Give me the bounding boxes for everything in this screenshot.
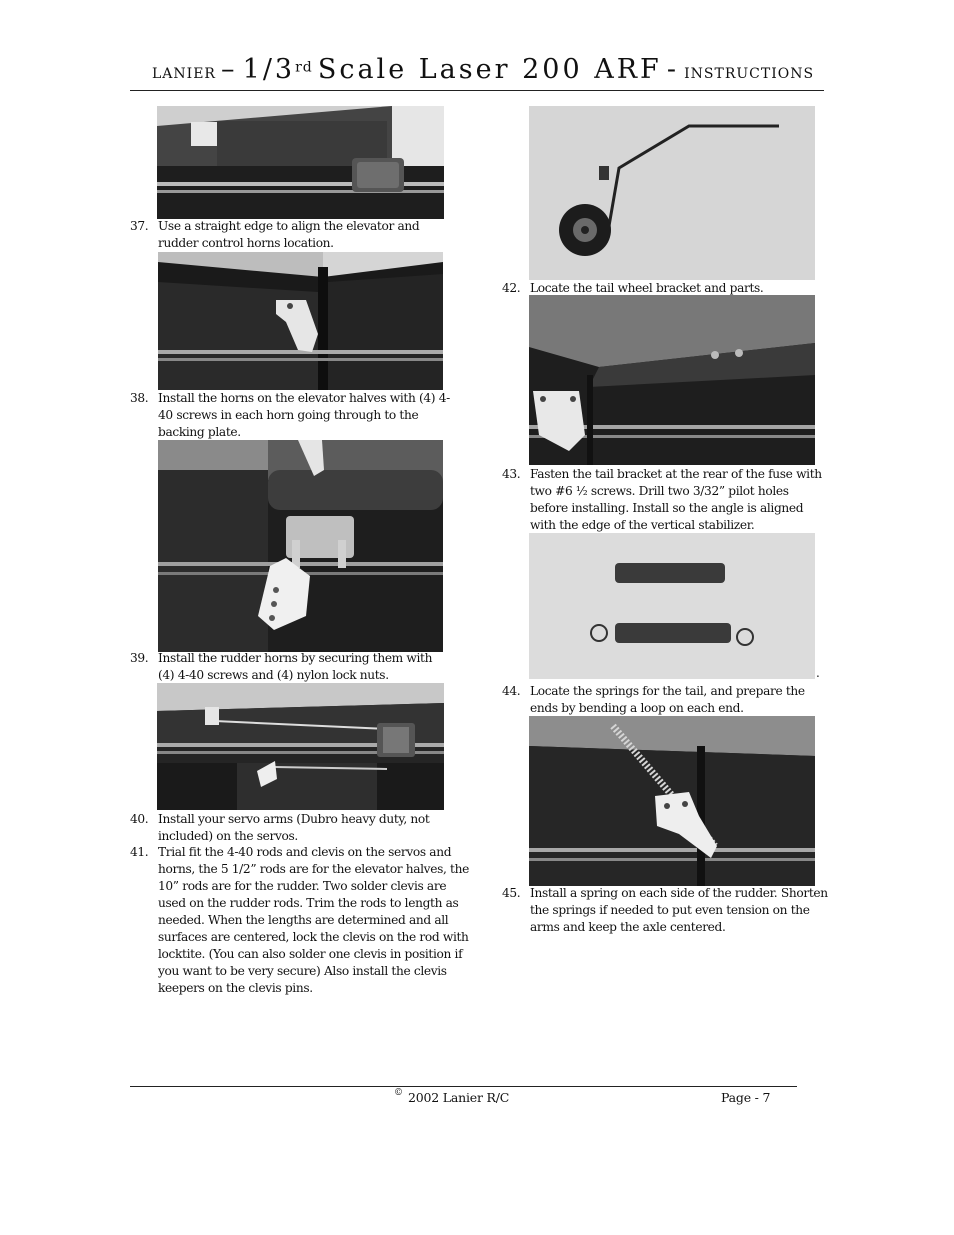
photo-tail-wheel-parts xyxy=(529,106,815,280)
step-text: Use a straight edge to align the elevator and rudder control horns location. xyxy=(158,219,420,250)
step-text: Install your servo arms (Dubro heavy duty, not included) on the servos. xyxy=(158,812,430,843)
photo-horn-location xyxy=(158,252,443,390)
step-44 xyxy=(502,683,832,717)
step-38 xyxy=(130,390,460,441)
step-number: 39. xyxy=(130,651,149,665)
header-suffix: INSTRUCTIONS xyxy=(684,66,815,82)
copyright-text: 2002 Lanier R/C xyxy=(408,1090,510,1105)
step-text: Locate the tail wheel bracket and parts. xyxy=(530,281,764,295)
header-title-sup: rd xyxy=(295,59,313,76)
step-number: 44. xyxy=(502,684,521,698)
step-number: 43. xyxy=(502,467,521,481)
step-text: Fasten the tail bracket at the rear of the fuse with two #6 ½ screws. Drill two 3/32” pilot holes before installing. Install so the angle is aligned with the edge of the vertical stabilizer. xyxy=(530,467,822,532)
page-header xyxy=(130,52,824,91)
photo-springs xyxy=(529,533,815,679)
step-45 xyxy=(502,885,832,936)
header-dash-2: - xyxy=(666,54,680,85)
step-number: 40. xyxy=(130,812,149,826)
footer-rule xyxy=(130,1086,797,1087)
step-text: Install the horns on the elevator halves with (4) 4-40 screws in each horn going through to the backing plate. xyxy=(158,391,450,439)
step-text: Install a spring on each side of the rudder. Shorten the springs if needed to put even tension on the arms and keep the axle centered. xyxy=(530,886,828,934)
step-number: 42. xyxy=(502,281,521,295)
photo-straight-edge xyxy=(157,106,444,219)
header-title xyxy=(152,54,814,85)
step-43 xyxy=(502,466,832,534)
step-number: 41. xyxy=(130,845,149,859)
header-title-main: Scale Laser 200 ARF xyxy=(317,54,662,85)
header-title-fraction: 1/3 xyxy=(242,54,296,85)
step-number: 37. xyxy=(130,219,149,233)
header-dash: – xyxy=(221,54,238,85)
step-text: Locate the springs for the tail, and prepare the ends by bending a loop on each end. xyxy=(530,684,805,715)
stray-period: . xyxy=(816,666,820,680)
step-41 xyxy=(130,844,480,1016)
photo-elevator-horns xyxy=(158,440,443,652)
step-37 xyxy=(130,218,460,252)
photo-spring-installed xyxy=(529,716,815,886)
page-number: Page - 7 xyxy=(721,1090,771,1105)
step-text: Trial fit the 4-40 rods and clevis on the servos and horns, the 5 1/2” rods are for the elevator halves, the 10” rods are for the rudder. Two solder clevis are used on the rudder rods. Trim the rods to length as needed. When the lengths are determined and all surfaces are centered, lock the clevis on the rod with locktite. (You can also solder one clevis in position if you want to be very secure) Also install the clevis keepers on the clevis pins. xyxy=(158,845,469,995)
copyright-symbol: © xyxy=(394,1088,403,1098)
step-text: Install the rudder horns by securing them with (4) 4-40 screws and (4) nylon lock nuts. xyxy=(158,651,433,682)
step-39 xyxy=(130,650,460,684)
header-brand: LANIER xyxy=(152,66,216,82)
step-40 xyxy=(130,811,460,845)
photo-tail-bracket xyxy=(529,295,815,465)
step-number: 38. xyxy=(130,391,149,405)
photo-rudder-horns xyxy=(157,683,444,810)
step-number: 45. xyxy=(502,886,521,900)
step-42 xyxy=(502,280,832,297)
